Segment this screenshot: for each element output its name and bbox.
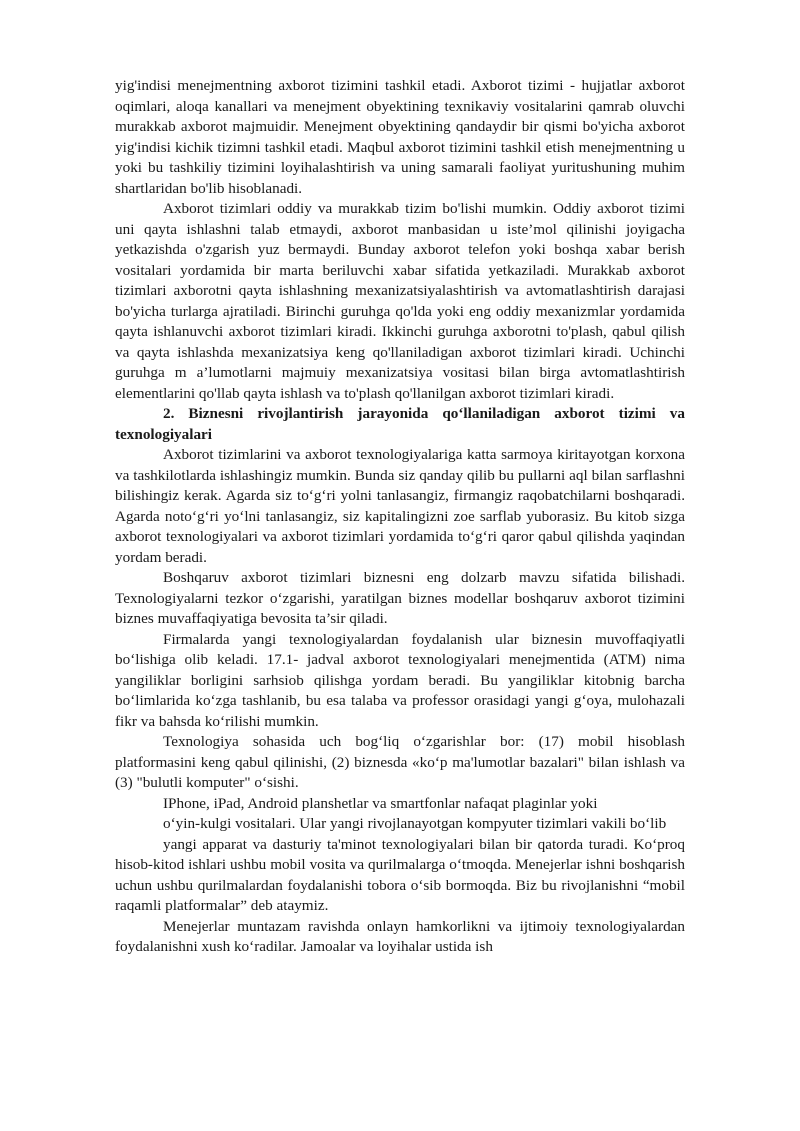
paragraph-1: yig'indisi menejmentning axborot tizimini tashkil etadi. Axborot tizimi - hujjatlar axborot oqimlari, aloqa kanallari va menejment obyektining texnikaviy vositalarini qamrab oluvchi murakkab axborot majmuidir. Menejment obyektining qandaydir bir qismi bo'yicha axborot yig'indisi kichik tizimni tashkil etadi. Maqbul axborot tizimini tashkil etish menejmentning u yoki bu tashkiliy tizimini loyihalashtirish va uning samarali faoliyat yuritushuning muhim shartlaridan bo'lib hisoblanadi. <box>115 77 685 197</box>
paragraph-4: Boshqaruv axborot tizimlari biznesni eng dolzarb mavzu sifatida bilishadi. Texnologiyalarni tezkor o‘zgarishi, yaratilgan biznes modellar boshqaruv axborot tizimini biznes muvaffaqiyatiga bevosita ta’sir qiladi. <box>115 569 685 627</box>
paragraph-8: o‘yin-kulgi vositalari. Ular yangi rivojlanayotgan kompyuter tizimlari vakili bo‘lib <box>163 815 667 832</box>
paragraph-5: Firmalarda yangi texnologiyalardan foydalanish ular biznesin muvoffaqiyatli bo‘lishiga olib keladi. 17.1- jadval axborot texnologiyalari menejmentida (ATM) nima yangiliklar borligini sarhsiob qilishga yordam beradi. Bu yangiliklar kitobnig barcha bo‘limlarida ko‘zga tashlanib, bu esa talaba va professor orasidagi yangi g‘oya, mulohazali fikr va bahsda ko‘rilishi mumkin. <box>115 630 685 730</box>
paragraph-10: Menejerlar muntazam ravishda onlayn hamkorlikni va ijtimoiy texnologiyalardan foydalanishni xush ko‘radilar. Jamoalar va loyihalar ustida ish <box>115 917 685 955</box>
paragraph-3: Axborot tizimlarini va axborot texnologiyalariga katta sarmoya kiritayotgan korxona va tashkilotlarda ishlashingiz mumkin. Bunda siz qanday qilib bu pullarni aql bilan sarflashni bilishingiz kerak. Agarda siz to‘g‘ri yolni tanlasangiz, firmangiz raqobatchilarni boshqaradi. Agarda noto‘g‘ri yo‘lni tanlasangiz, siz kapitalingizni zoe sarflab yuborasiz. Bu kitob sizga axborot texnologiyalari va axborot tizimlari yordamida to‘g‘ri qaror qabul qilishda yaqindan yordam beradi. <box>115 446 685 566</box>
paragraph-2: Axborot tizimlari oddiy va murakkab tizim bo'lishi mumkin. Oddiy axborot tizimi uni qayta ishlashni talab etmaydi, axborot manbasidan u iste’mol qilinishi joyigacha yetkazishda o'zgarish yuz bermaydi. Bunday axborot telefon yoki boshqa xabar berish vositalari yordamida bir marta beriluvchi xabar sifatida yetkaziladi. Murakkab axborot tizimlari axborotni qayta ishlashning mexanizatsiyalashtirish va avtomatlashtirish darajasi bo'yicha turlarga ajratiladi. Birinchi guruhga qo'lda yoki eng oddiy mexanizmlar yordamida qayta ishlanuvchi axborot tizimlari kiradi. Ikkinchi guruhga axborotni to'plash, qabul qilish va qayta ishlashda mexanizatsiya keng qo'llaniladigan axborot tizimlari kiradi. Uchinchi guruhga m a’lumotlarni majmuiy mexanizatsiya vositasi bilan birga avtomatlashtirish elementlarini qo'llab qayta ishlash va to'plash qo'llanilgan axborot tizimlari kiradi. <box>115 200 685 402</box>
section-heading: 2. Biznesni rivojlantirish jarayonida qo‘llaniladigan axborot tizimi va texnologiyalari <box>115 405 685 443</box>
paragraph-9: yangi apparat va dasturiy ta'minot texnologiyalari bilan bir qatorda turadi. Ko‘proq hisob-kitod ishlari ushbu mobil vosita va qurilmalarga o‘tmoqda. Menejerlar ishni boshqarish uchun ushbu qurilmalardan foydalanishi tobora o‘sib bormoqda. Biz bu rivojlanishni “mobil raqamli platformalar” deb ataymiz. <box>115 835 685 914</box>
document-page <box>115 76 685 958</box>
paragraph-7: IPhone, iPad, Android planshetlar va smartfonlar nafaqat plaginlar yoki <box>163 794 598 812</box>
paragraph-6: Texnologiya sohasida uch bog‘liq o‘zgarishlar bor: (17) mobil hisoblash platformasini keng qabul qilinishi, (2) biznesda «ko‘p ma'lumotlar bazalari" bilan ishlash va (3) "bulutli komputer" o‘sishi. <box>115 733 685 791</box>
